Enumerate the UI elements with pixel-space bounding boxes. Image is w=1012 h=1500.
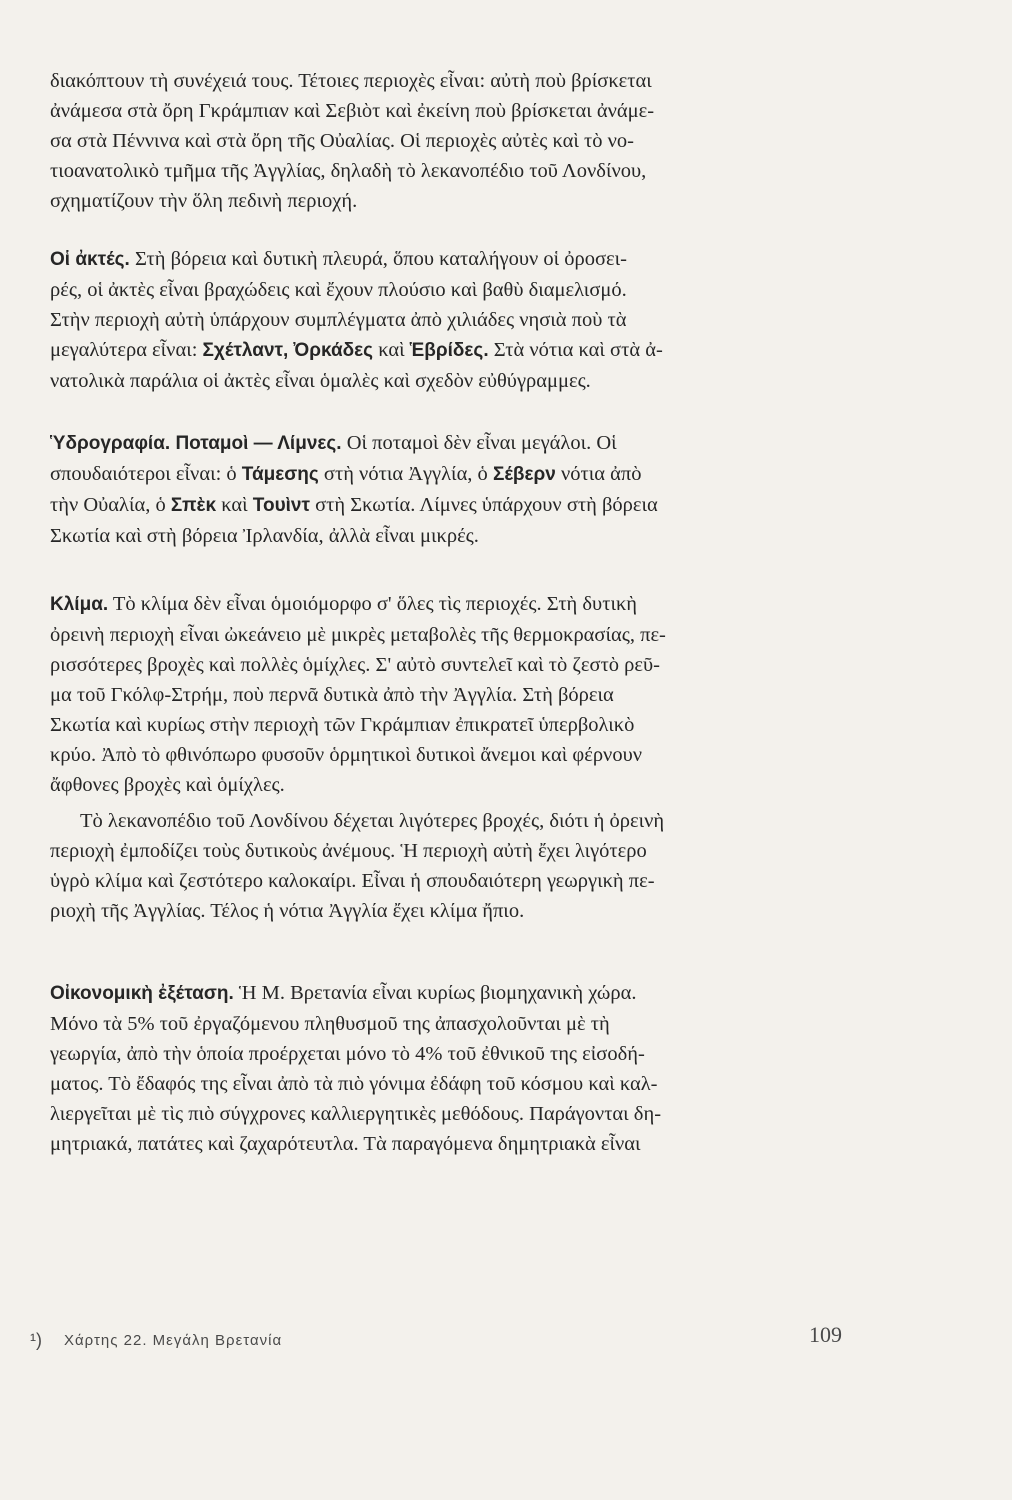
text-run: στὴ Σκωτία. Λίμνες ὑπάρχουν στὴ βόρεια xyxy=(309,494,658,516)
text-run: Στὰ νότια καὶ στὰ ἀ- xyxy=(488,339,663,361)
bold-term: Σχέτλαντ, Ὀρκάδες xyxy=(202,340,374,361)
text-line: μητριακά, πατάτες καὶ ζαχαρότευτλα. Τὰ παραγόμενα δημητριακὰ εἶναι xyxy=(50,1133,641,1155)
text-run: Τὸ κλίμα δὲν εἶναι ὁμοιόμορφο σ' ὅλες τὶς περιοχές. Στὴ δυτικὴ xyxy=(108,593,638,615)
text-line: ρές, οἱ ἀκτὲς εἶναι βραχώδεις καὶ ἔχουν πλούσιο καὶ βαθὺ διαμελισμό. xyxy=(50,279,627,301)
section-heading-hydrography: Ὑδρογραφία. Ποταμοὶ — Λίμνες. xyxy=(50,433,342,454)
text-run: τὴν Οὐαλία, ὁ xyxy=(50,494,171,516)
text-line: ὀρεινὴ περιοχὴ εἶναι ὠκεάνειο μὲ μικρὲς μεταβολὲς τῆς θερμοκρασίας, πε- xyxy=(50,624,666,646)
paragraph-hydrography xyxy=(50,428,846,551)
text-line xyxy=(50,490,846,521)
text-line: ματος. Τὸ ἔδαφός της εἶναι ἀπὸ τὰ πιὸ γόνιμα ἐδάφη τοῦ κόσμου καὶ καλ- xyxy=(50,1073,658,1095)
text-line: νατολικὰ παράλια οἱ ἀκτὲς εἶναι ὁμαλὲς καὶ σχεδὸν εὐθύγραμμες. xyxy=(50,370,591,392)
page-body xyxy=(50,66,846,1159)
text-line: ρισσότερες βροχὲς καὶ πολλὲς ὁμίχλες. Σ' αὐτὸ συντελεῖ καὶ τὸ ζεστὸ ρεῦ- xyxy=(50,654,660,676)
paragraph-coasts xyxy=(50,244,846,396)
bold-term: Τουὶντ xyxy=(252,495,310,516)
text-run: Οἱ ποταμοὶ δὲν εἶναι μεγάλοι. Οἱ xyxy=(341,432,617,454)
text-line: διακόπτουν τὴ συνέχειά τους. Τέτοιες περιοχὲς εἶναι: αὐτὴ ποὺ βρίσκεται xyxy=(50,70,652,92)
text-line: Μόνο τὰ 5% τοῦ ἐργαζόμενου πληθυσμοῦ της ἀπασχολοῦνται μὲ τὴ xyxy=(50,1013,610,1035)
bold-term: Τάμεσης xyxy=(241,464,319,485)
text-line: ἀνάμεσα στὰ ὄρη Γκράμπιαν καὶ Σεβιὸτ καὶ ἐκείνη ποὺ βρίσκεται ἀνάμε- xyxy=(50,100,655,122)
paragraph-london-basin xyxy=(50,806,846,926)
text-line: Σκωτία καὶ κυρίως στὴν περιοχὴ τῶν Γκράμπιαν ἐπικρατεῖ ὑπερβολικὸ xyxy=(50,714,635,736)
footnote-mark: ¹) xyxy=(30,1330,42,1350)
bold-term: Σέβερν xyxy=(492,464,556,485)
text-run: Ἡ Μ. Βρετανία εἶναι κυρίως βιομηχανικὴ χώρα. xyxy=(233,982,637,1004)
text-line: περιοχὴ ἐμποδίζει τοὺς δυτικοὺς ἀνέμους. Ἡ περιοχὴ αὐτὴ ἔχει λιγότερο xyxy=(50,840,647,862)
text-line xyxy=(50,589,846,620)
text-line: ἄφθονες βροχὲς καὶ ὁμίχλες. xyxy=(50,774,285,796)
paragraph-climate xyxy=(50,589,846,800)
text-line: ριοχὴ τῆς Ἀγγλίας. Τέλος ἡ νότια Ἀγγλία ἔχει κλίμα ἤπιο. xyxy=(50,900,525,922)
text-line: λιεργεῖται μὲ τὶς πιὸ σύγχρονες καλλιεργητικὲς μεθόδους. Παράγονται δη- xyxy=(50,1103,662,1125)
text-line: γεωργία, ἀπὸ τὴν ὁποία προέρχεται μόνο τὸ 4% τοῦ ἐθνικοῦ της εἰσοδή- xyxy=(50,1043,645,1065)
bold-term: Ἑβρίδες. xyxy=(409,340,489,361)
text-line: Στὴν περιοχὴ αὐτὴ ὑπάρχουν συμπλέγματα ἀπὸ χιλιάδες νησιὰ ποὺ τὰ xyxy=(50,309,627,331)
text-line xyxy=(50,244,846,275)
text-line xyxy=(50,978,846,1009)
text-line xyxy=(50,428,846,459)
text-run: σπουδαιότεροι εἶναι: ὁ xyxy=(50,463,242,485)
text-run: Τὸ λεκανοπέδιο τοῦ Λονδίνου δέχεται λιγότερες βροχές, διότι ἡ ὀρεινὴ xyxy=(80,810,665,832)
text-run: νότια ἀπὸ xyxy=(555,463,642,485)
text-line xyxy=(50,459,846,490)
bold-term: Σπὲκ xyxy=(170,495,217,516)
paragraph-plains xyxy=(50,66,846,216)
section-heading-coasts: Οἱ ἀκτές. xyxy=(50,249,130,270)
text-line: σχηματίζουν τὴν ὅλη πεδινὴ περιοχή. xyxy=(50,190,358,212)
text-line: Σκωτία καὶ στὴ βόρεια Ἰρλανδία, ἀλλὰ εἶναι μικρές. xyxy=(50,525,479,547)
text-line: ὑγρὸ κλίμα καὶ ζεστότερο καλοκαίρι. Εἶναι ἡ σπουδαιότερη γεωργικὴ πε- xyxy=(50,870,655,892)
text-line: κρύο. Ἀπὸ τὸ φθινόπωρο φυσοῦν ὁρμητικοὶ δυτικοὶ ἄνεμοι καὶ φέρνουν xyxy=(50,744,642,766)
text-run: στὴ νότια Ἀγγλία, ὁ xyxy=(318,463,493,485)
paragraph-economy xyxy=(50,978,846,1159)
section-heading-economy: Οἰκονομικὴ ἐξέταση. xyxy=(50,983,234,1004)
text-run: Στὴ βόρεια καὶ δυτικὴ πλευρά, ὅπου καταλήγουν οἱ ὀροσει- xyxy=(129,248,627,270)
footer-caption: Χάρτης 22. Μεγάλη Βρετανία xyxy=(64,1332,283,1349)
text-run: καὶ xyxy=(373,339,410,361)
section-heading-climate: Κλίμα. xyxy=(50,594,109,615)
text-line: τιοανατολικὸ τμῆμα τῆς Ἀγγλίας, δηλαδὴ τὸ λεκανοπέδιο τοῦ Λονδίνου, xyxy=(50,160,647,182)
text-line: σα στὰ Πέννινα καὶ στὰ ὄρη τῆς Οὐαλίας. Οἱ περιοχὲς αὐτὲς καὶ τὸ νο- xyxy=(50,130,634,152)
text-run: μεγαλύτερα εἶναι: xyxy=(50,339,203,361)
text-line xyxy=(50,806,846,836)
text-run: καὶ xyxy=(216,494,253,516)
text-line: μα τοῦ Γκόλφ-Στρήμ, ποὺ περνᾶ δυτικὰ ἀπὸ τὴν Ἀγγλία. Στὴ βόρεια xyxy=(50,684,614,706)
page-footer xyxy=(30,1322,842,1362)
text-line xyxy=(50,335,846,366)
page-number: 109 xyxy=(809,1322,842,1347)
